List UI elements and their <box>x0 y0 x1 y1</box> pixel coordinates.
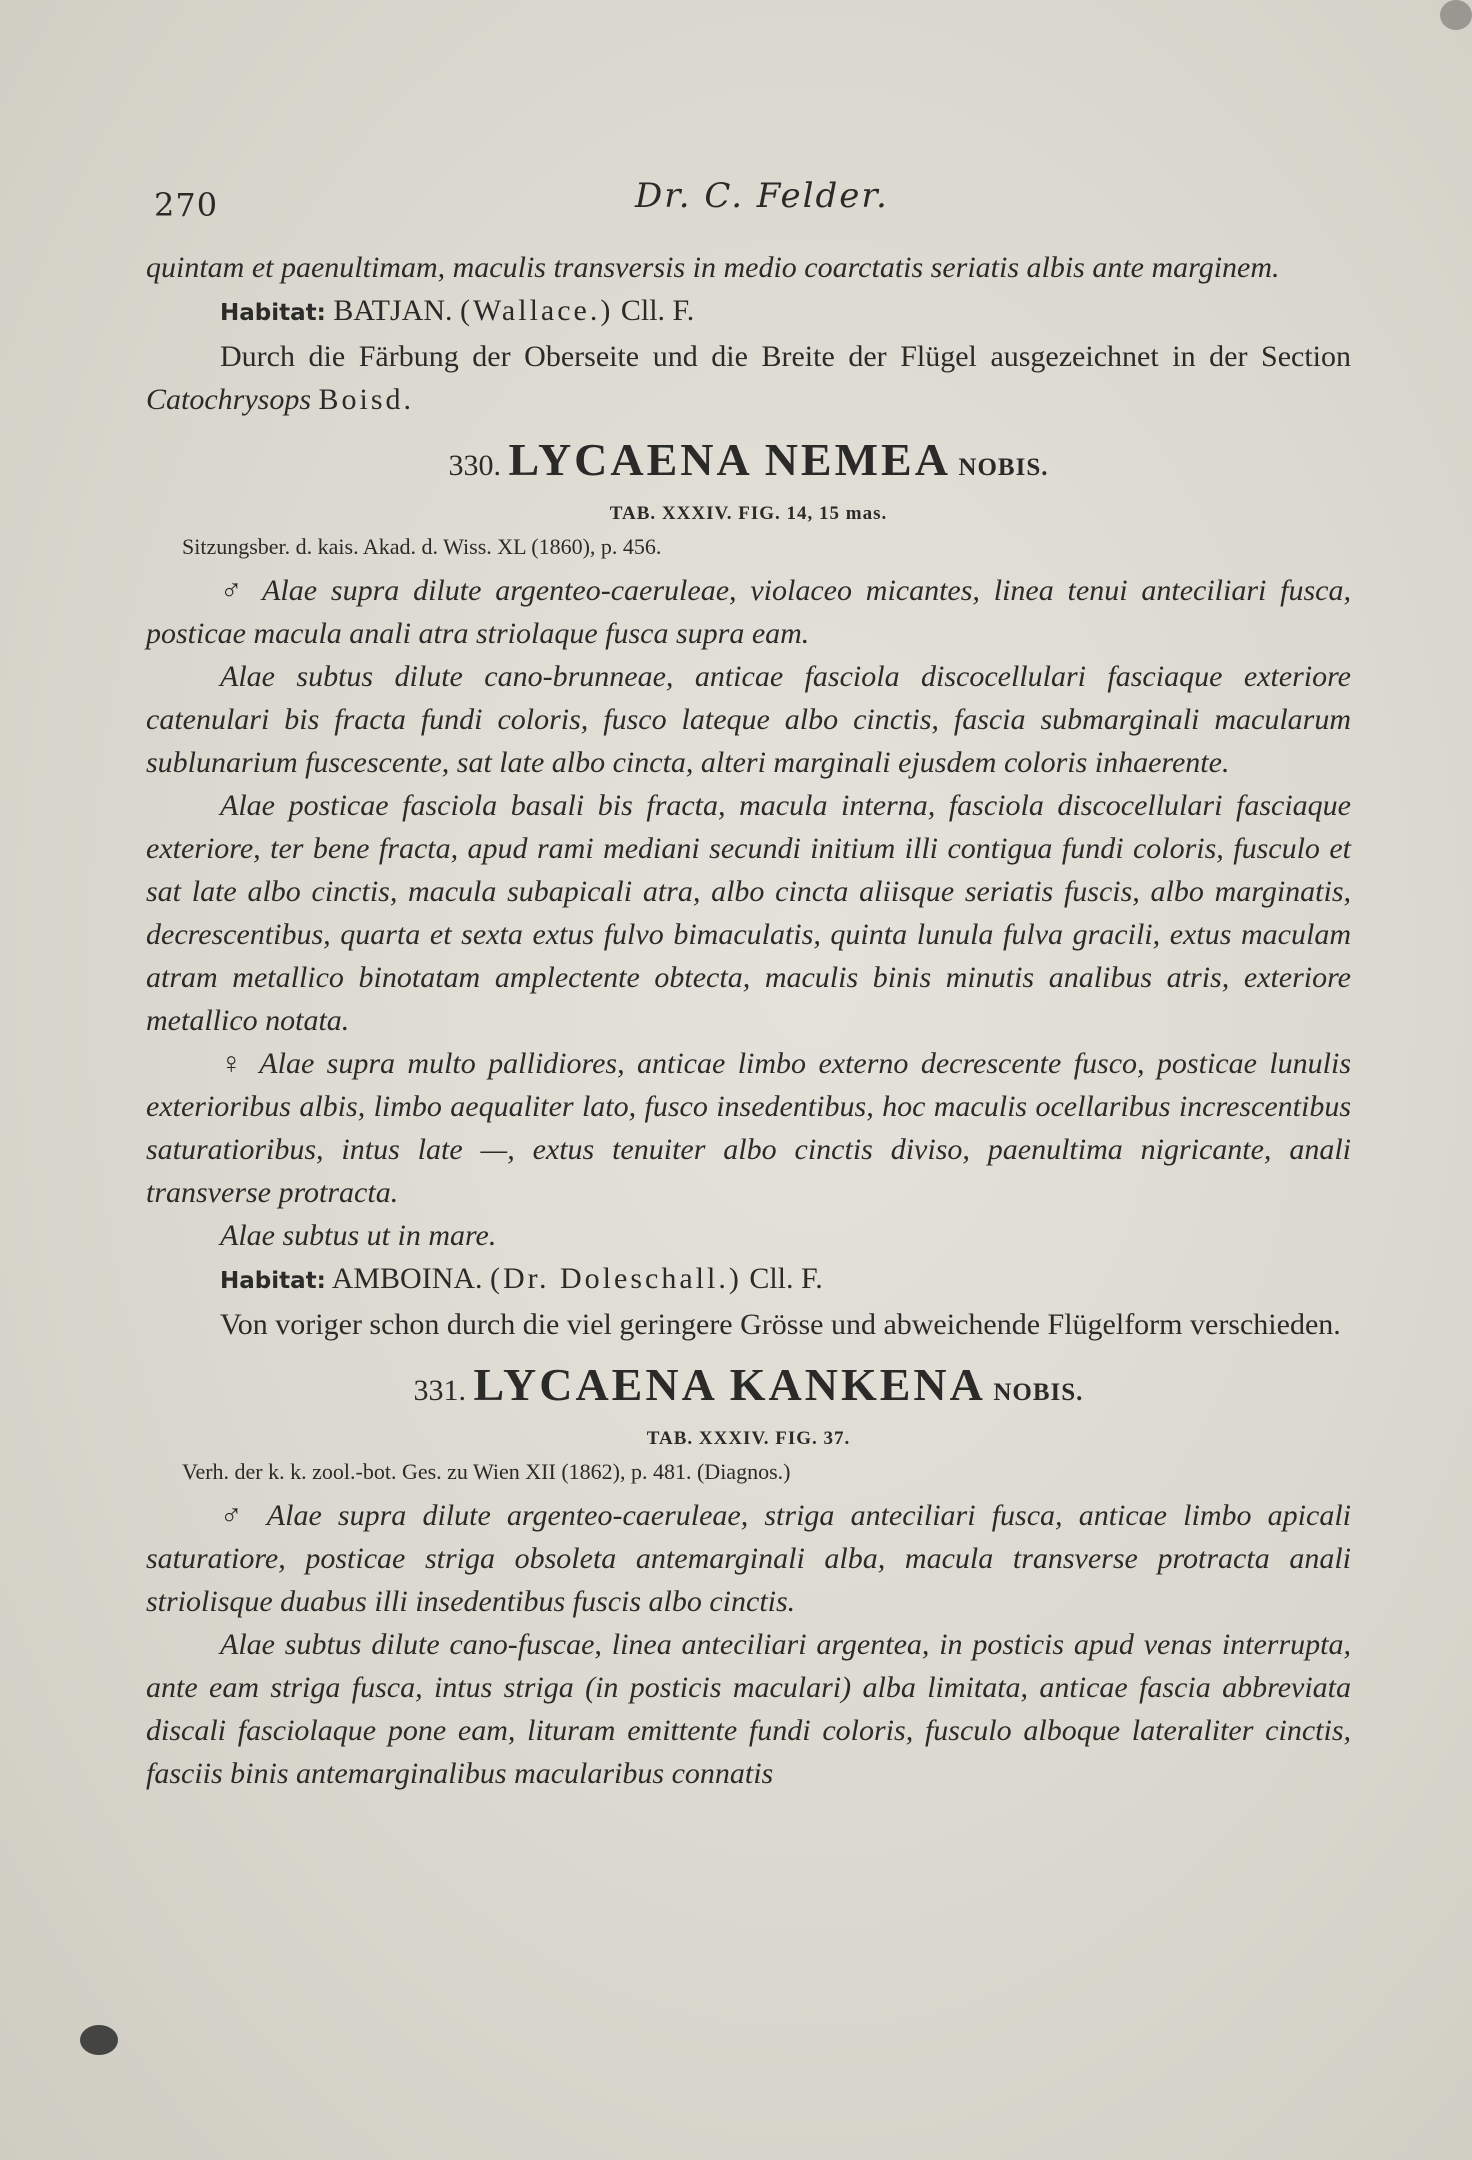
species-heading-330 <box>146 431 1351 497</box>
species-heading-331 <box>146 1356 1351 1422</box>
description-paragraph: Alae subtus ut in mare. <box>220 1219 497 1252</box>
species-name: LYCAENA KANKENA <box>473 1359 986 1410</box>
species-number: 331. <box>413 1374 467 1407</box>
habitat-collection: Cll. F. <box>749 1262 823 1295</box>
plate-reference: TAB. XXXIV. FIG. 37. <box>646 1428 851 1449</box>
ink-stain <box>1440 0 1472 30</box>
habitat-place: BATJAN. <box>333 294 453 327</box>
description-paragraph: ♀ Alae supra multo pallidiores, anticae limbo externo decrescente fusco, posticae lunulis exterioribus albis, limbo aequaliter lato, fusco insedentibus, hoc maculis ocellaribus increscentibus saturatioribus, intus late —, extus tenuiter albo cinctis diviso, paenultima nigricante, anali transverse protracta. <box>146 1047 1351 1209</box>
habitat-place: AMBOINA. <box>331 1262 483 1295</box>
habitat-collection: Cll. F. <box>620 294 695 327</box>
running-title: Dr. C. Felder. <box>635 176 889 216</box>
remark-paragraph <box>146 335 1351 421</box>
ink-stain <box>80 2025 118 2055</box>
habitat-label: Habitat: <box>220 300 326 326</box>
literature-reference: Verh. der k. k. zool.-bot. Ges. zu Wien XII (1862), p. 481. (Diagnos.) <box>182 1459 791 1484</box>
description-paragraph: Alae posticae fasciola basali bis fracta, macula interna, fasciola discocellulari fasciaque exteriore, ter bene fracta, apud rami mediani secundi initium illi contigua fundi coloris, fusculo et sat late albo cinctis, macula subapicali atra, albo cincta aliisque seriatis fuscis, albo marginatis, decrescentibus, quarta et sexta extus fulvo bimaculatis, quinta lunula fulva gracili, extus maculam atram metallico binotatam amplectente obtecta, maculis binis minutis analibus atris, exteriore metallico notata. <box>146 789 1351 1037</box>
species-number: 330. <box>448 449 501 482</box>
description-paragraph: Alae subtus dilute cano-fuscae, linea anteciliari argentea, in posticis apud venas interrupta, ante eam striga fusca, intus striga (in posticis maculari) alba limitata, anticae fascia abbreviata discali fasciolaque pone eam, lituram emittente fundi coloris, fusculo alboque lateraliter cinctis, fasciis binis antemarginalibus macularibus connatis <box>146 1628 1351 1790</box>
remark-paragraph: Von voriger schon durch die viel geringere Grösse und abweichende Flügelform verschieden. <box>220 1308 1341 1341</box>
description-paragraph: Alae subtus dilute cano-brunneae, anticae fasciola discocellulari fasciaque exteriore catenulari bis fracta fundi coloris, fusco lateque albo cinctis, fascia submarginali macularum sublunarium fuscescente, sat late albo cincta, alteri marginali ejusdem coloris inhaerente. <box>146 660 1351 779</box>
plate-reference: TAB. XXXIV. FIG. 14, 15 mas. <box>609 503 888 524</box>
description-paragraph: ♂ Alae supra dilute argenteo-caeruleae, violaceo micantes, linea tenui anteciliari fusca, posticae macula anali atra striolaque fusca supra eam. <box>146 574 1351 650</box>
habitat-label: Habitat: <box>220 1268 326 1294</box>
body-text <box>146 246 1351 1795</box>
habitat-line <box>146 289 1351 335</box>
literature-reference: Sitzungsber. d. kais. Akad. d. Wiss. XL (1860), p. 456. <box>182 534 662 559</box>
continuation-paragraph: quintam et paenultimam, maculis transversis in medio coarctatis seriatis albis ante marginem. <box>146 251 1280 284</box>
species-author: NOBIS. <box>993 1379 1084 1406</box>
page-number: 270 <box>154 186 219 224</box>
remark-author: Boisd. <box>318 383 415 416</box>
species-author: NOBIS. <box>958 454 1049 481</box>
species-name: LYCAENA NEMEA <box>508 434 951 485</box>
description-paragraph: ♂ Alae supra dilute argenteo-caeruleae, striga anteciliari fusca, anticae limbo apicali saturatiore, posticae striga obsoleta antemarginali alba, macula transverse protracta anali striolisque duabus illi insedentibus fuscis albo cinctis. <box>146 1499 1351 1618</box>
habitat-collector: (Wallace.) <box>460 294 614 327</box>
remark-text: Durch die Färbung der Oberseite und die Breite der Flügel ausgezeichnet in der Section <box>220 340 1351 373</box>
habitat-line <box>146 1257 1351 1303</box>
remark-genus: Catochrysops <box>146 383 311 416</box>
habitat-collector: (Dr. Doleschall.) <box>490 1262 742 1295</box>
page-header <box>150 176 1350 226</box>
